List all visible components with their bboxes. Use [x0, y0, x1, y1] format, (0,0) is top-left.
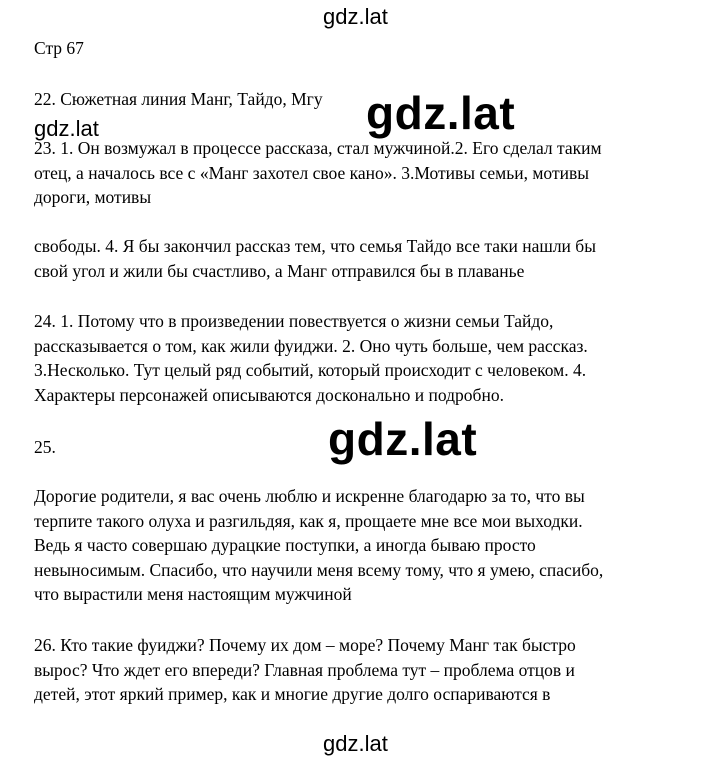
answer-23-continued-line: свой угол и жили бы счастливо, а Манг отправился бы в плаванье [34, 260, 525, 281]
answer-25-letter-line: Ведь я часто совершаю дурацкие поступки, а иногда бываю просто [34, 535, 536, 555]
answer-25-letter-line: невыносимым. Спасибо, что научили меня всему тому, что я умею, спасибо, [34, 559, 604, 580]
watermark-big-top: gdz.lat [366, 87, 516, 139]
answer-26-line: 26. Кто такие фуиджи? Почему их дом – море? Почему Манг так быстро [34, 635, 576, 655]
answer-23-line: 23. 1. Он возмужал в процессе рассказа, стал мужчиной.2. Его сделал таким [34, 138, 602, 158]
answer-23-continued-line: свободы. 4. Я бы закончил рассказ тем, что семья Тайдо все таки нашли бы [34, 236, 596, 256]
answer-24-line: 3.Несколько. Тут целый ряд событий, который происходит с человеком. 4. [34, 360, 587, 380]
answer-25-letter-line: терпите такого олуха и разгильдяя, как я, прощаете мне все мои выходки. [34, 510, 583, 531]
answer-26 [34, 633, 694, 707]
answer-24-line: рассказывается о том, как жили фуиджи. 2. Оно чуть больше, чем рассказ. [34, 335, 588, 356]
answer-25-letter [34, 484, 694, 607]
answer-23-line: отец, а началось все с «Манг захотел свое кано». 3.Мотивы семьи, мотивы [34, 162, 589, 183]
watermark-big-middle: gdz.lat [328, 413, 478, 465]
answer-26-line: вырос? Что ждет его впереди? Главная проблема тут – проблема отцов и [34, 659, 575, 680]
answer-25-line: 25. [34, 437, 56, 457]
answer-26-line: детей, этот яркий пример, как и многие другие долго оспариваются в [34, 684, 551, 704]
answer-25-letter-line: что вырастили меня настоящим мужчиной [34, 584, 352, 604]
answer-22 [34, 87, 694, 112]
answer-23-continued [34, 234, 694, 283]
answer-24-line: Характеры персонажей описываются досконально и подробно. [34, 384, 504, 405]
page-label: Стр 67 [34, 38, 84, 58]
watermark-top: gdz.lat [323, 4, 388, 29]
answer-24 [34, 309, 694, 407]
watermark-bottom: gdz.lat [323, 731, 388, 756]
answer-25-letter-line: Дорогие родители, я вас очень люблю и искренне благодарю за то, что вы [34, 486, 585, 506]
answer-24-line: 24. 1. Потому что в произведении повествуется о жизни семьи Тайдо, [34, 311, 554, 331]
answer-23 [34, 136, 694, 210]
answer-22-line: 22. Сюжетная линия Манг, Тайдо, Мгу [34, 89, 323, 109]
watermark-left: gdz.lat [34, 116, 99, 141]
answer-23-line: дороги, мотивы [34, 187, 152, 207]
